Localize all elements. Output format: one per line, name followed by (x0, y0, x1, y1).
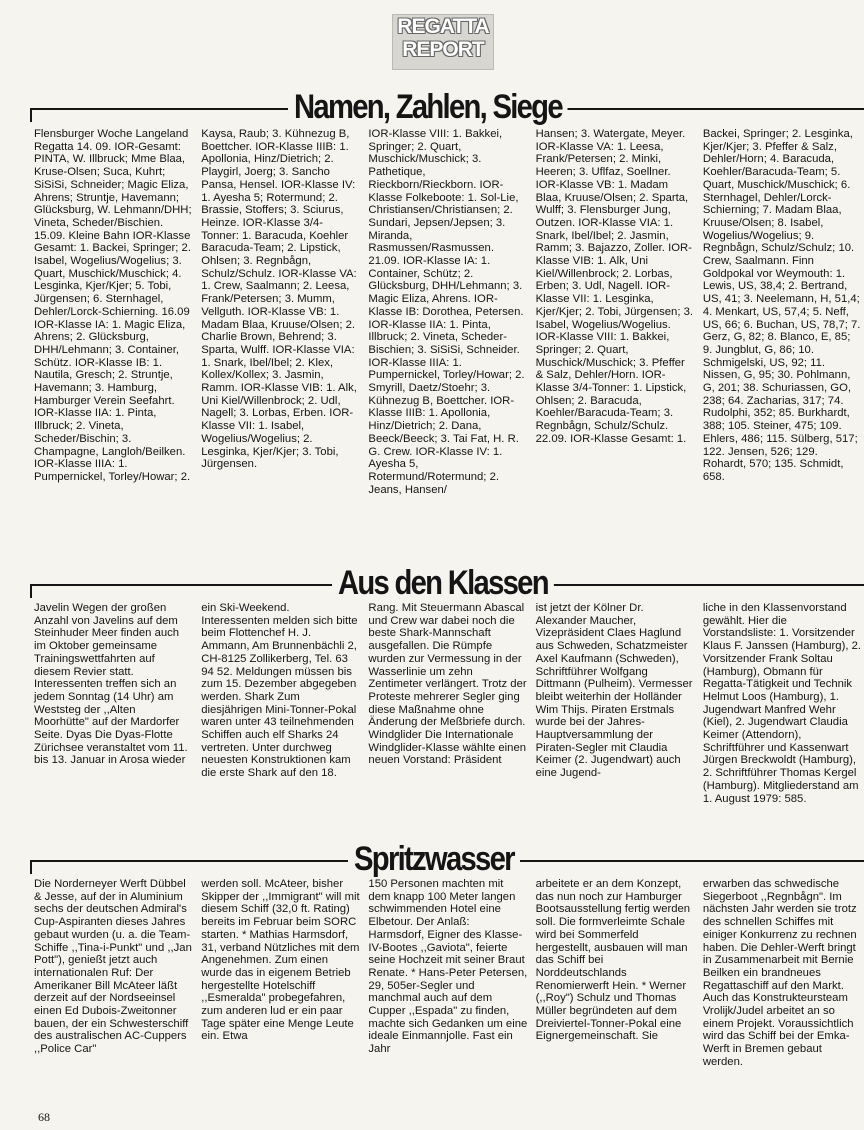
classes-column: liche in den Klassenvorstand gewählt. Hier die Vorstandsliste: 1. Vorsitzender Klaus F. Janssen (Hamburg), 2. Vorsitzender Frank Soltau (Hamburg), Obmann für Regatta-Tätigkeit und Technik Helmut Loos (Hamburg), 1. Jugendwart Manfred Wehr (Kiel), 2. Jugendwart Claudia Keimer (Attendorn), Schriftführer und Kassenwart Jürgen Breckwoldt (Hamburg), 2. Schriftführer Thomas Kergel (Hamburg). Mitgliederstand am 1. August 1979: 585. (702, 602, 862, 805)
classes-column: ein Ski-Weekend. Interessenten melden sich bitte beim Flottenchef H. J. Ammann, Am Brunnenbächli 2, CH-8125 Zollikerberg, Tel. 63 94 52. Meldungen müssen bis zum 15. Dezember abgegeben werden. Shark Zum diesjährigen Mini-Tonner-Pokal waren unter 43 teilnehmenden Schiffen auch elf Sharks 24 vertreten. Unter durchweg neuesten Konstruktionen kam die erste Shark auf den 18. (201, 602, 358, 780)
results-column: Hansen; 3. Watergate, Meyer. IOR-Klasse VA: 1. Leesa, Frank/Petersen; 2. Minki, Heeren; 3. Uflfaz, Soellner. IOR-Klasse VB: 1. Madam Blaa, Kruuse/Olsen; 2. Sparta, Wulff; 3. Flensburger Jung, Outzen. IOR-Klasse VIA: 1. Snark, Ibel/Ibel; 2. Jasmin, Ramm; 3. Bajazzo, Zoller. IOR-Klasse VIB: 1. Alk, Uni Kiel/Willenbrock; 2. Lorbas, Erben; 3. Udl, Nagell. IOR-Klasse VII: 1. Lesginka, Kjer/Kjer; 2. Tobi, Jürgensen; 3. Isabel, Wogelius/Wogelius. IOR-Klasse VIII: 1. Bakkei, Springer; 2. Quart, Muschick/Muschick; 3. Pfeffer & Salz, Dehler/Horn. IOR-Klasse 3/4-Tonner: 1. Lipstick, Ohlsen; 2. Baracuda, Koehler/Baracuda-Team; 3. Regnbågn, Schulz/Schulz. 22.09. IOR-Klasse Gesamt: 1. (535, 128, 694, 445)
section-title-spritzwasser: Spritzwasser (348, 840, 520, 878)
results-column: Kaysa, Raub; 3. Kühnezug B, Boettcher. IOR-Klasse IIIB: 1. Apollonia, Hinz/Dietrich; 2. Playgirl, Joerg; 3. Sancho Pansa, Hensel. IOR-Klasse IV: 1. Ayesha 5; Rotermund; 2. Brassie, Stoffers; 3. Sciurus, Heinze. IOR-Klasse 3/4-Tonner: 1. Baracuda, Koehler Baracuda-Team; 2. Lipstick, Ohlsen; 3. Regnbågn, Schulz/Schulz. IOR-Klasse VA: 1. Crew, Saalmann; 2. Leesa, Frank/Petersen; 3. Mumm, Vellguth. IOR-Klasse VB: 1. Madam Blaa, Kruuse/Olsen; 2. Charlie Brown, Behrend; 3. Sparta, Wulff. IOR-Klasse VIA: 1. Snark, Ibel/Ibel; 2. Klex, Kollex/Kollex; 3. Jasmin, Ramm. IOR-Klasse VIB: 1. Alk, Uni Kiel/Willenbrock; 2. Udl, Nagell; 3. Lorbas, Erben. IOR-Klasse VII: 1. Isabel, Wogelius/Wogelius; 2. Lesginka, Kjer/Kjer; 3. Tobi, Jürgensen. (201, 128, 357, 471)
spritzwasser-column: Die Norderneyer Werft Dübbel & Jesse, auf der in Aluminium sechs der deutschen Admiral's Cup-Aspiranten dieses Jahres gebaut wurden (u. a. die Team-Schiffe ,,Tina-i-Punkt" und ,,Jan Pott"), genießt jetzt auch internationalen Ruf: Der Amerikaner Bill McAteer läßt derzeit auf der Nordseeinsel einen Ed Dubois-Zweitonner bauen, der ein Schwesterschiff des australischen AC-Cuppers ,,Police Car" (34, 878, 192, 1056)
classes-column: Javelin Wegen der großen Anzahl von Javelins auf dem Steinhuder Meer finden auch im Oktober gemeinsame Trainingswettfahrten auf diesem Revier statt. Interessenten treffen sich an jedem Sonntag (14 Uhr) am Weststeg der ,,Alten Moorhütte" auf der Mardorfer Seite. Dyas Die Dyas-Flotte Zürichsee veranstaltet vom 11. bis 13. Januar in Arosa wieder (34, 602, 188, 767)
section-results (30, 84, 864, 572)
results-column: IOR-Klasse VIII: 1. Bakkei, Springer; 2. Quart, Muschick/Muschick; 3. Pathetique, Rieckborn/Rieckborn. IOR-Klasse Folkeboote: 1. Sol-Lie, Christiansen/Christiansen; 2. Sundari, Jepsen/Jepsen; 3. Miranda, Rasmussen/Rasmussen. 21.09. IOR-Klasse IA: 1. Container, Schütz; 2. Glücksburg, DHH/Lehmann; 3. Magic Eliza, Ahrens. IOR-Klasse IB: Dorothea, Petersen. IOR-Klasse IIA: 1. Pinta, Illbruck; 2. Vineta, Scheder-Bischien; 3. SiSiSi, Schneider. IOR-Klasse IIIA: 1. Pumpernickel, Torley/Howar; 2. Smyrill, Daetz/Stoehr; 3. Kühnezug B, Boettcher. IOR-Klasse IIIB: 1. Apollonia, Hinz/Dietrich; 2. Dana, Beeck/Beeck; 3. Tai Fat, H. R. G. Crew. IOR-Klasse IV: 1. Ayesha 5, Rotermund/Rotermund; 2. Jeans, Hansen/ (368, 128, 525, 496)
spritzwasser-column: erwarben das schwedische Siegerboot ,,Regnbågn". Im nächsten Jahr werden sie trotz des schnellen Schiffes mit einiger Konkurrenz zu rechnen haben. Die Dehler-Werft bringt in Zusammenarbeit mit Bernie Beilken ein brandneues Regattaschiff auf den Markt. Auch das Konstrukteursteam Vrolijk/Judel arbeitet an so einem Projekt. Voraussichtlich wird das Schiff bei der Emka-Werft in Bremen gebaut werden. (702, 878, 857, 1068)
results-column: Flensburger Woche Langeland Regatta 14. 09. IOR-Gesamt: PINTA, W. Illbruck; Mme Blaa, Kruse-Olsen; Suca, Kuhrt; SiSiSi, Schneider; Magic Eliza, Ahrens; Struntje, Havemann; Glücksburg, W. Lehmann/DHH; Vineta, Scheder/Bischien. 15.09. Kleine Bahn IOR-Klasse Gesamt: 1. Backei, Springer; 2. Isabel, Wogelius/Wogelius; 3. Quart, Muschick/Muschick; 4. Lesginka, Kjer/Kjer; 5. Tobi, Jürgensen; 6. Sternhagel, Dehler/Lorck-Schierning. 16.09 IOR-Klasse IA: 1. Magic Eliza, Ahrens; 2. Glücksburg, DHH/Lehmann; 3. Container, Schütz. IOR-Klasse IB: 1. Nautila, Gresch; 2. Struntje, Havemann; 3. Hamburg, Hamburger Verein Seefahrt. IOR-Klasse IIA: 1. Pinta, Illbruck; 2. Vineta, Scheder/Bischin; 3. Champagne, Langloh/Beilken. IOR-Klasse IIIA: 1. Pumpernickel, Torley/Howar; 2. (34, 128, 192, 483)
spritzwasser-column: arbeitete er an dem Konzept, das nun noch zur Hamburger Bootsausstellung fertig werden soll. Die formverleimte Schale wird bei Sommerfeld hergestellt, ausbauen will man das Schiff bei Norddeutschlands Renomierwerft Hein. * Werner (,,Roy") Schulz und Thomas Müller begründeten auf dem Dreiviertel-Tonner-Pokal eine Eignergemeinschaft. Sie (535, 878, 691, 1043)
classes-column: ist jetzt der Kölner Dr. Alexander Maucher, Vizepräsident Claes Haglund aus Schweden, Schatzmeister Axel Kaufmann (Schweden), Schriftführer Wolfgang Dittmann (Pulheim). Vermesser bleibt weiterhin der Holländer Wim Thijs. Piraten Erstmals wurde bei der Jahres-Hauptversammlung der Piraten-Segler mit Claudia Keimer (2. Jugendwart) auch eine Jugend- (535, 602, 693, 780)
results-column: Backei, Springer; 2. Lesginka, Kjer/Kjer; 3. Pfeffer & Salz, Dehler/Horn; 4. Baracuda, Koehler/Baracuda-Team; 5. Quart, Muschick/Muschick; 6. Sternhagel, Dehler/Lorck-Schierning; 7. Madam Blaa, Kruuse/Olsen; 8. Isabel, Wogelius/Wogelius; 9. Regnbågn, Schulz/Schulz; 10. Crew, Saalmann. Finn Goldpokal vor Weymouth: 1. Lewis, US, 38,4; 2. Bertrand, US, 41; 3. Neelemann, H, 51,4; 4. Menkart, US, 57,4; 5. Neff, US, 66; 6. Buchan, US, 78,7; 7. Gerz, G, 82; 8. Blanco, E, 85; 9. Jungblut, G, 86; 10. Schmigelski, US, 92; 11. Nissen, G, 95; 30. Pohlmann, G, 201; 38. Schuriassen, GO, 238; 64. Zacharias, 317; 74. Rudolphi, 352; 85. Burkhardt, 388; 105. Steiner, 475; 109. Ehlers, 486; 115. Sülberg, 517; 122. Jensen, 526; 129. Rohardt, 570; 135. Schmidt, 658. (702, 128, 861, 483)
regatta-report-logo: REGATTA REPORT (392, 14, 494, 70)
spritzwasser-column: 150 Personen machten mit dem knapp 100 Meter langen schwimmenden Hotel eine Elbetour. Der Anlaß: Harmsdorf, Eigner des Klasse-IV-Bootes ,,Gaviota", feierte seine Hochzeit mit seiner Braut Renate. * Hans-Peter Petersen, 29, 505er-Segler und manchmal auch auf dem Cupper ,,Espada" zu finden, machte sich Gedanken um eine ideale Einmannjolle. Fast ein Jahr (368, 878, 528, 1056)
page-number: 68 (38, 1110, 50, 1124)
section-spritzwasser (30, 838, 864, 1104)
section-title-results: Namen, Zahlen, Siege (288, 88, 568, 126)
spritzwasser-column: werden soll. McAteer, bisher Skipper der ,,Immigrant" will mit diesem Schiff (32,0 ft. Rating) bereits im Februar beim SORC starten. * Mathias Harmsdorf, 31, verband Nützliches mit dem Angenehmen. Zum einen wurde das in eigenem Betrieb hergestellte Hotelschiff ,,Esmeralda" probegefahren, zum anderen lud er ein paar Tage später eine Menge Leute ein. Etwa (201, 878, 360, 1043)
section-title-classes: Aus den Klassen (332, 564, 554, 602)
section-classes (30, 562, 864, 834)
classes-column: Rang. Mit Steuermann Abascal und Crew war dabei noch die beste Shark-Mannschaft ausgefallen. Die Rümpfe wurden zur Vermessung in der Wasserlinie um zehn Zentimeter verlängert. Trotz der Proteste mehrerer Segler ging diese Maßnahme ohne Änderung der Meßbriefe durch. Windglider Die Internationale Windglider-Klasse wählte einen neuen Vorstand: Präsident (368, 602, 527, 767)
